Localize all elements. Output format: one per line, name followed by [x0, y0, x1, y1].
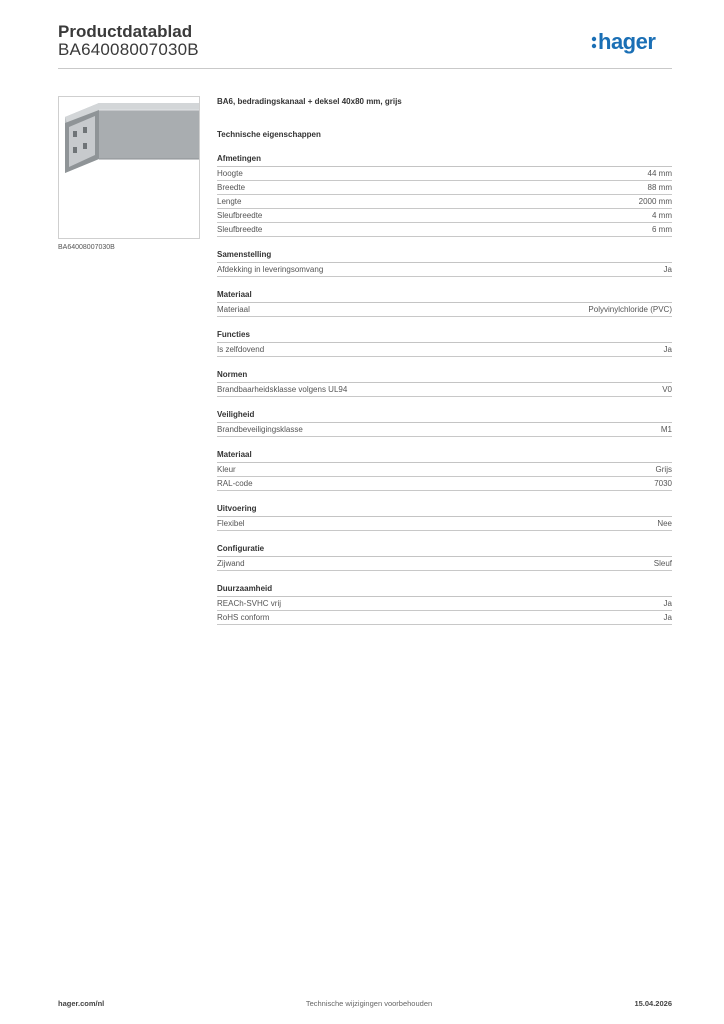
spec-row	[217, 611, 672, 625]
spec-value: Sleuf	[653, 559, 672, 568]
spec-section	[217, 153, 672, 237]
spec-label: REACh-SVHC vrij	[217, 599, 282, 608]
product-details	[217, 96, 672, 637]
spec-row	[217, 223, 672, 237]
spec-row	[217, 383, 672, 397]
spec-row	[217, 517, 672, 531]
spec-value: Grijs	[655, 465, 672, 474]
spec-value: 88 mm	[647, 183, 672, 192]
spec-value: 44 mm	[647, 169, 672, 178]
spec-row	[217, 167, 672, 181]
section-title: Veiligheid	[217, 409, 672, 423]
page-title: Productdatablad	[58, 22, 193, 41]
spec-row	[217, 463, 672, 477]
spec-value: Polyvinylchloride (PVC)	[588, 305, 672, 314]
spec-row	[217, 303, 672, 317]
spec-row	[217, 209, 672, 223]
section-title: Normen	[217, 369, 672, 383]
spec-label: Materiaal	[217, 305, 250, 314]
spec-label: Zijwand	[217, 559, 245, 568]
section-title: Materiaal	[217, 289, 672, 303]
spec-value: M1	[660, 425, 672, 434]
spec-value: 2000 mm	[638, 197, 672, 206]
product-description: BA6, bedradingskanaal + deksel 40x80 mm, grijs	[217, 97, 402, 106]
section-title: Materiaal	[217, 449, 672, 463]
spec-label: Flexibel	[217, 519, 245, 528]
spec-value: Ja	[663, 599, 672, 608]
spec-section	[217, 449, 672, 491]
spec-row	[217, 263, 672, 277]
spec-section	[217, 369, 672, 397]
footer-website: hager.com/nl	[58, 999, 105, 1008]
spec-value: 6 mm	[652, 225, 672, 234]
product-image	[58, 96, 200, 239]
spec-row	[217, 423, 672, 437]
spec-label: Brandbeveiligingsklasse	[217, 425, 303, 434]
spec-label: Is zelfdovend	[217, 345, 265, 354]
section-title: Duurzaamheid	[217, 583, 672, 597]
spec-label: RoHS conform	[217, 613, 270, 622]
spec-label: Afdekking in leveringsomvang	[217, 265, 324, 274]
technical-properties-heading: Technische eigenschappen	[217, 130, 321, 139]
spec-value: V0	[662, 385, 672, 394]
section-title: Samenstelling	[217, 249, 672, 263]
spec-row	[217, 477, 672, 491]
spec-section	[217, 503, 672, 531]
spec-value: Ja	[663, 613, 672, 622]
spec-section	[217, 289, 672, 317]
spec-label: RAL-code	[217, 479, 253, 488]
spec-row	[217, 597, 672, 611]
spec-section	[217, 543, 672, 571]
section-title: Afmetingen	[217, 153, 672, 167]
footer-disclaimer: Technische wijzigingen voorbehouden	[305, 999, 433, 1008]
hager-logo	[590, 28, 674, 56]
spec-label: Breedte	[217, 183, 246, 192]
spec-label: Kleur	[217, 465, 236, 474]
spec-label: Sleufbreedte	[217, 225, 263, 234]
spec-label: Lengte	[217, 197, 242, 206]
product-code: BA64008007030B	[58, 40, 199, 59]
footer-date: 15.04.2026	[634, 999, 672, 1008]
spec-label: Brandbaarheidsklasse volgens UL94	[217, 385, 348, 394]
spec-value: Nee	[657, 519, 672, 528]
header-divider	[58, 68, 672, 69]
spec-value: Ja	[663, 345, 672, 354]
spec-label: Hoogte	[217, 169, 243, 178]
spec-row	[217, 557, 672, 571]
logo-text: hager	[598, 29, 656, 54]
spec-section	[217, 329, 672, 357]
spec-value: 4 mm	[652, 211, 672, 220]
spec-row	[217, 181, 672, 195]
spec-section	[217, 583, 672, 625]
spec-section	[217, 409, 672, 437]
spec-value: 7030	[654, 479, 672, 488]
section-title: Functies	[217, 329, 672, 343]
cable-trunking-image	[59, 97, 199, 238]
specification-sections	[217, 153, 672, 625]
spec-section	[217, 249, 672, 277]
section-title: Configuratie	[217, 543, 672, 557]
spec-row	[217, 343, 672, 357]
image-caption: BA64008007030B	[58, 244, 115, 251]
spec-label: Sleufbreedte	[217, 211, 263, 220]
spec-row	[217, 195, 672, 209]
section-title: Uitvoering	[217, 503, 672, 517]
spec-value: Ja	[663, 265, 672, 274]
